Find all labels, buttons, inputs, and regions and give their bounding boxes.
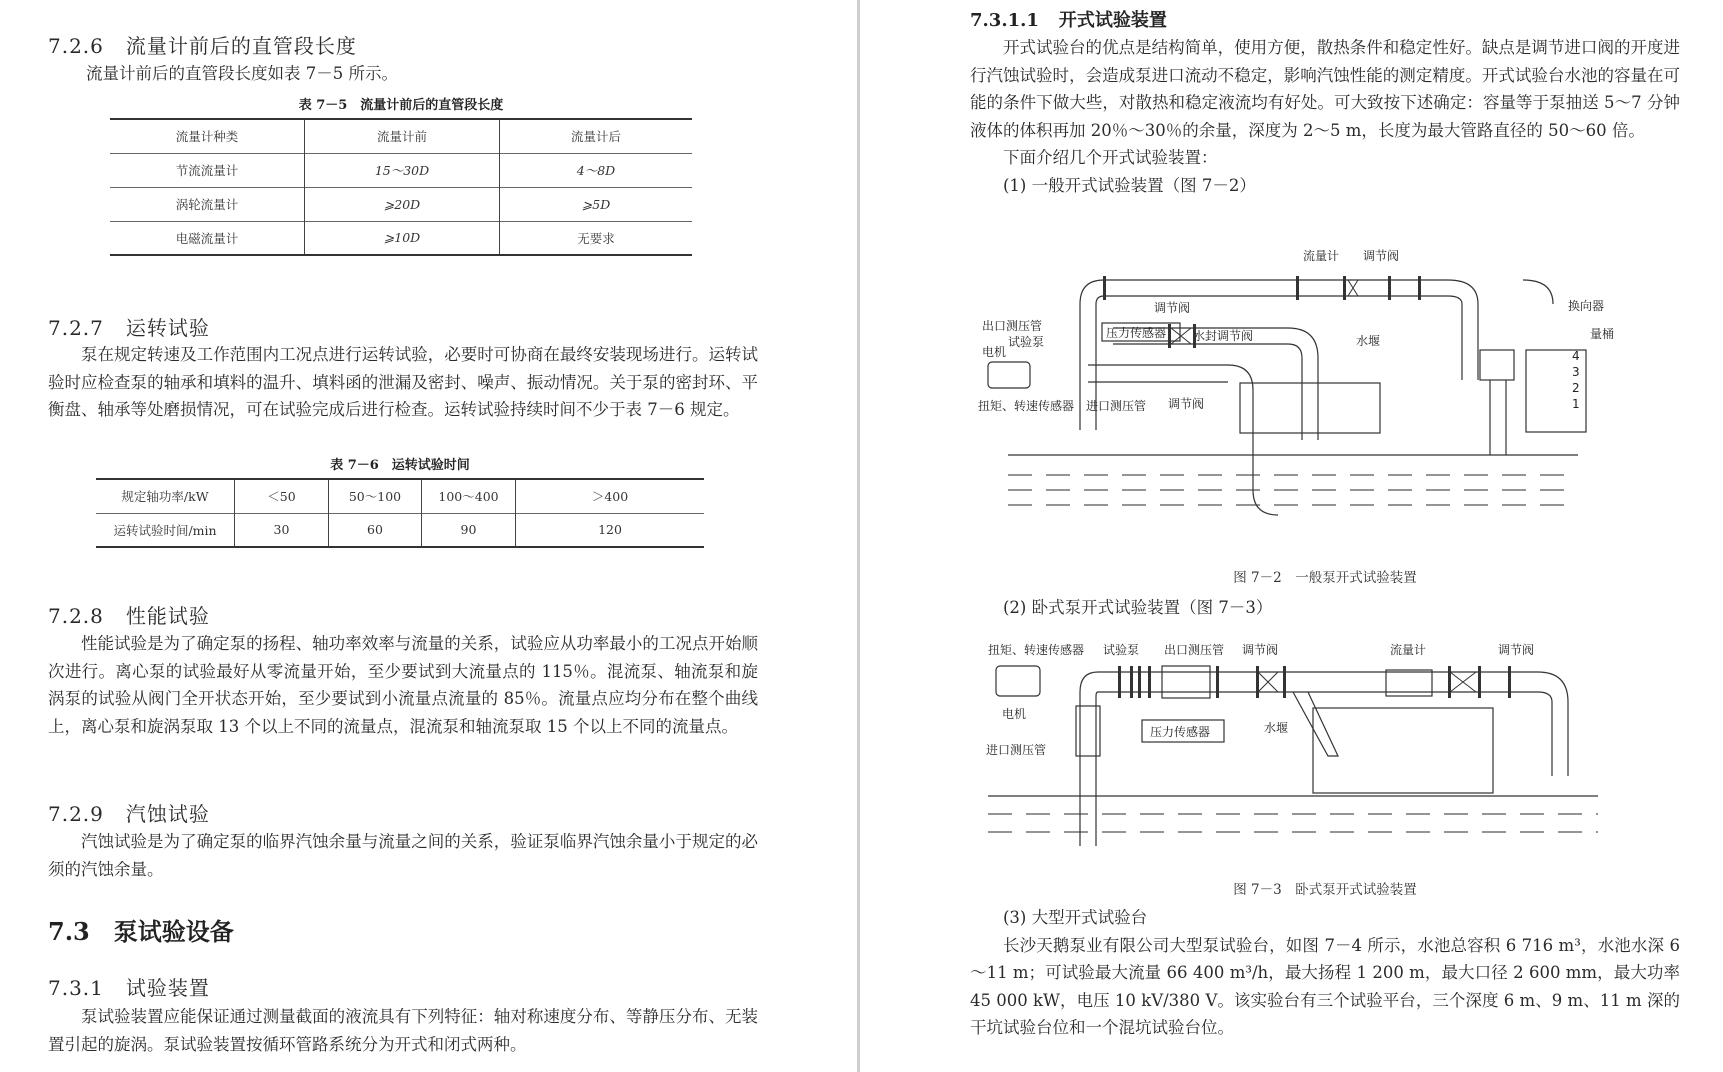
item-2: (2) 卧式泵开式试验装置（图 7－3）	[1003, 598, 1273, 617]
fig72-valve-top-label: 调节阀	[1363, 249, 1400, 263]
table-row: 电磁流量计 ⩾10D 无要求	[110, 221, 692, 255]
fig72-outlet-tube-label: 出口测压管	[982, 319, 1043, 333]
figure-7-2-caption: 图 7－2 一般泵开式试验装置	[1233, 570, 1417, 586]
heading-7-2-6: 7.2.6 流量计前后的直管段长度	[48, 34, 357, 58]
paragraph-7-3-1-1: 开式试验台的优点是结构简单，使用方便，散热条件和稳定性好。缺点是调节进口阀的开度进行汽蚀试验时，会造成泵进口流动不稳定，影响汽蚀性能的测定精度。开式试验台水池的容量在可能的条件下做大些，对散热和稳定液流均有好处。可大致按下述确定：容量等于泵抽送 5～7 分钟液体的体积再加 20％～30％的余量，深度为 2～5 m，长度为最大管路直径的 50～60 倍。 下面介绍几个开式试验装置： (1) 一般开式试验装置（图 7－2）	[970, 38, 1680, 195]
fig72-valve-mid-label: 调节阀	[1154, 301, 1191, 315]
fig73-valve2-label: 调节阀	[1498, 643, 1535, 657]
fig72-pressure-sensor-label: 压力传感器	[1106, 326, 1167, 340]
paragraph-7-2-7: 泵在规定转速及工作范围内工况点进行运转试验，必要时可协商在最终安装现场进行。运转试验时应检查泵的轴承和填料的温升、填料函的泄漏及密封、噪声、振动情况。关于泵的密封环、平衡盘、轴承等处磨损情况，可在试验完成后进行检查。运转试验持续时间不少于表 7－6 规定。	[48, 345, 758, 419]
heading-7-2-7: 7.2.7 运转试验	[48, 316, 210, 340]
fig73-inlet-tube-label: 进口测压管	[986, 743, 1047, 757]
heading-7-3: 7.3 泵试验设备	[48, 917, 234, 946]
fig72-motor-label: 电机	[982, 345, 1007, 359]
paragraph-7-2-9: 汽蚀试验是为了确定泵的临界汽蚀余量与流量之间的关系，验证泵临界汽蚀余量小于规定的必须的汽蚀余量。	[48, 832, 758, 879]
fig73-weir-label: 水堰	[1264, 721, 1289, 735]
paragraph-7-2-6: 流量计前后的直管段长度如表 7－5 所示。	[86, 64, 398, 83]
table-header-row	[110, 119, 692, 153]
fig73-test-pump-label: 试验泵	[1103, 643, 1140, 657]
paragraph-7-3-1: 泵试验装置应能保证通过测量截面的液流具有下列特征：轴对称速度分布、等静压分布、无装置引起的旋涡。泵试验装置按循环管路系统分为开式和闭式两种。	[48, 1007, 758, 1054]
fig72-test-pump-label: 试验泵	[1008, 335, 1045, 349]
left-page	[0, 0, 858, 1072]
fig72-weir-label: 水堰	[1356, 334, 1381, 348]
heading-7-3-1: 7.3.1 试验装置	[48, 976, 210, 1000]
table-row: 节流流量计 15～30D 4～8D	[110, 153, 692, 187]
fig73-outlet-tube-label: 出口测压管	[1164, 643, 1225, 657]
fig73-torque-sensor-label: 扭矩、转速传感器	[988, 643, 1085, 657]
heading-7-2-9: 7.2.9 汽蚀试验	[48, 802, 210, 826]
table-row: 涡轮流量计 ⩾20D ⩾5D	[110, 187, 692, 221]
fig72-diverter-label: 换向器	[1568, 299, 1605, 313]
table-7-6	[96, 478, 704, 548]
table-header: 流量计后	[500, 119, 693, 153]
fig73-flowmeter-label: 流量计	[1390, 643, 1427, 657]
fig72-seal-valve-label: 水封调节阀	[1193, 329, 1254, 343]
svg-text:3: 3	[1572, 365, 1580, 379]
table-7-6-caption: 表 7－6 运转试验时间	[330, 458, 470, 473]
paragraph-large-test-bed: (3) 大型开式试验台 长沙天鹅泵业有限公司大型泵试验台，如图 7－4 所示，水池总容积 6 716 m³，水池水深 6～11 m；可试验最大流量 66 400 m³/h，最大扬程 1 200 m，最大口径 2 600 mm，最大功率 45 000 kW，电压 10 kV/380 V。该实验台有三个试验平台，三个深度 6 m、9 m、11 m 深的干坑试验台位和一个混坑试验台位。	[970, 908, 1680, 1037]
fig72-measuring-tank-label: 量桶	[1590, 327, 1615, 341]
figure-7-3-caption: 图 7－3 卧式泵开式试验装置	[1233, 882, 1417, 898]
fig72-inlet-tube-label: 进口测压管	[1086, 399, 1147, 413]
fig73-valve1-label: 调节阀	[1242, 643, 1279, 657]
table-header: 流量计前	[305, 119, 500, 153]
figure-7-2-diagram	[978, 240, 1618, 540]
svg-text:1: 1	[1572, 397, 1580, 411]
table-7-5-caption: 表 7－5 流量计前后的直管段长度	[298, 98, 504, 113]
figure-7-3-diagram	[978, 636, 1618, 846]
table-7-5	[110, 118, 692, 256]
fig72-torque-sensor-label: 扭矩、转速传感器	[978, 399, 1075, 413]
fig72-flowmeter-label: 流量计	[1303, 249, 1340, 263]
heading-7-2-8: 7.2.8 性能试验	[48, 604, 210, 628]
table-row: 运转试验时间/min 30 60 90 120	[96, 513, 704, 547]
table-row: 规定轴功率/kW ＜50 50～100 100～400 ＞400	[96, 479, 704, 513]
svg-text:4: 4	[1572, 349, 1580, 363]
paragraph-7-2-8: 性能试验是为了确定泵的扬程、轴功率效率与流量的关系，试验应从功率最小的工况点开始顺次进行。离心泵的试验最好从零流量开始，至少要试到大流量点的 115％。混流泵、轴流泵和旋涡泵的试验从阀门全开状态开始，至少要试到小流量点流量的 85％。流量点应均分布在整个曲线上，离心泵和旋涡泵取 13 个以上不同的流量点，混流泵和轴流泵取 15 个以上不同的流量点。	[48, 634, 758, 736]
fig72-valve-bottom-label: 调节阀	[1168, 397, 1205, 411]
right-page	[860, 0, 1723, 1072]
table-header: 流量计种类	[175, 129, 239, 145]
svg-text:2: 2	[1572, 381, 1580, 395]
heading-7-3-1-1: 7.3.1.1 开式试验装置	[970, 10, 1167, 31]
fig73-motor-label: 电机	[1002, 707, 1027, 721]
fig73-pressure-sensor-label: 压力传感器	[1150, 725, 1211, 739]
